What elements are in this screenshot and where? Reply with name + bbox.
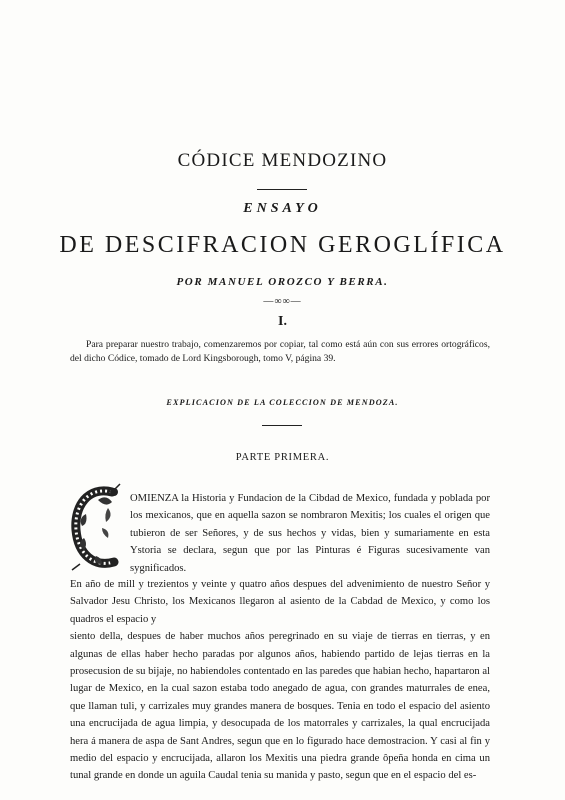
- ornament-divider: —∞∞—: [263, 296, 302, 307]
- intro-paragraph: [70, 338, 490, 366]
- first-paragraph-text: OMIENZA la Historia y Fundacion de la Cibdad de Mexico, fundada y poblada por los mexicanos, que en aquella sazon se nombraron Mexitis; los cuales el origen que tubieron de ser Señores, y de sus hechos y vidas, bien y sumariamente en esta Ystoria se declara, segun que por las Pinturas é Figuras sucesivamente van sygnificados.: [130, 493, 490, 574]
- first-paragraph: [130, 490, 490, 577]
- title-rule: [257, 189, 307, 190]
- second-paragraph: [70, 576, 490, 785]
- document-subtitle: ENSAYO: [243, 201, 322, 216]
- second-paragraph-continuation: siento della, despues de haber muchos años peregrinado en su viaje de tierras en tierras, y en algunas de ellas haber hecho paradas por algunos años, habiendo partido de lejas tierras en la prosecusion de su bijaje, no habiendoles contentado en las paredes que habian hecho, hapartaron al lugar de Mexico, en la cual sazon estaba todo anegado de agua, con grandes maturrales de enea, que llaman tuli, y carrizales muy grandes manera de bosques. Tenia en todo el espacio del asiento una encrucijada de agua limpia, y desocupada de los matorrales y carrizales, la qual encrucijada hera á manera de aspa de Sant Andres, segun que en lo figurado hace demostracion. Y casi al fin y medio del espacio y encrucijada, allaron los Mexitis una piedra grande ôpeña honda en cima un tunal grande en donde un aguila Caudal tenia su manida y pasto, segun que en el espacio del es-: [70, 631, 490, 782]
- decorated-dropcap-c: [68, 480, 128, 576]
- document-title: CÓDICE MENDOZINO: [177, 150, 388, 171]
- section-heading: EXPLICACION DE LA COLECCION DE MENDOZA.: [166, 398, 399, 407]
- part-heading: PARTE PRIMERA.: [235, 452, 330, 463]
- second-paragraph-opening: En año de mill y trezientos y veinte y quatro años despues del advenimiento de nuestro Señor y Salvador Jesu Christo, los Mexicanos llegaron al asiento de la Cabdad de Mexico, y como los quadros el espacio y: [70, 579, 490, 625]
- intro-text: Para preparar nuestro trabajo, comenzaremos por copiar, tal como está aún con sus errores ortográficos, del dicho Códice, tomado de Lord Kingsborough, tomo V, página 39.: [70, 339, 490, 364]
- section-rule: [262, 425, 302, 426]
- main-title: DE DESCIFRACION GEROGLÍFICA: [59, 232, 506, 258]
- author-line: POR MANUEL OROZCO Y BERRA.: [176, 276, 389, 288]
- section-number: I.: [278, 314, 287, 329]
